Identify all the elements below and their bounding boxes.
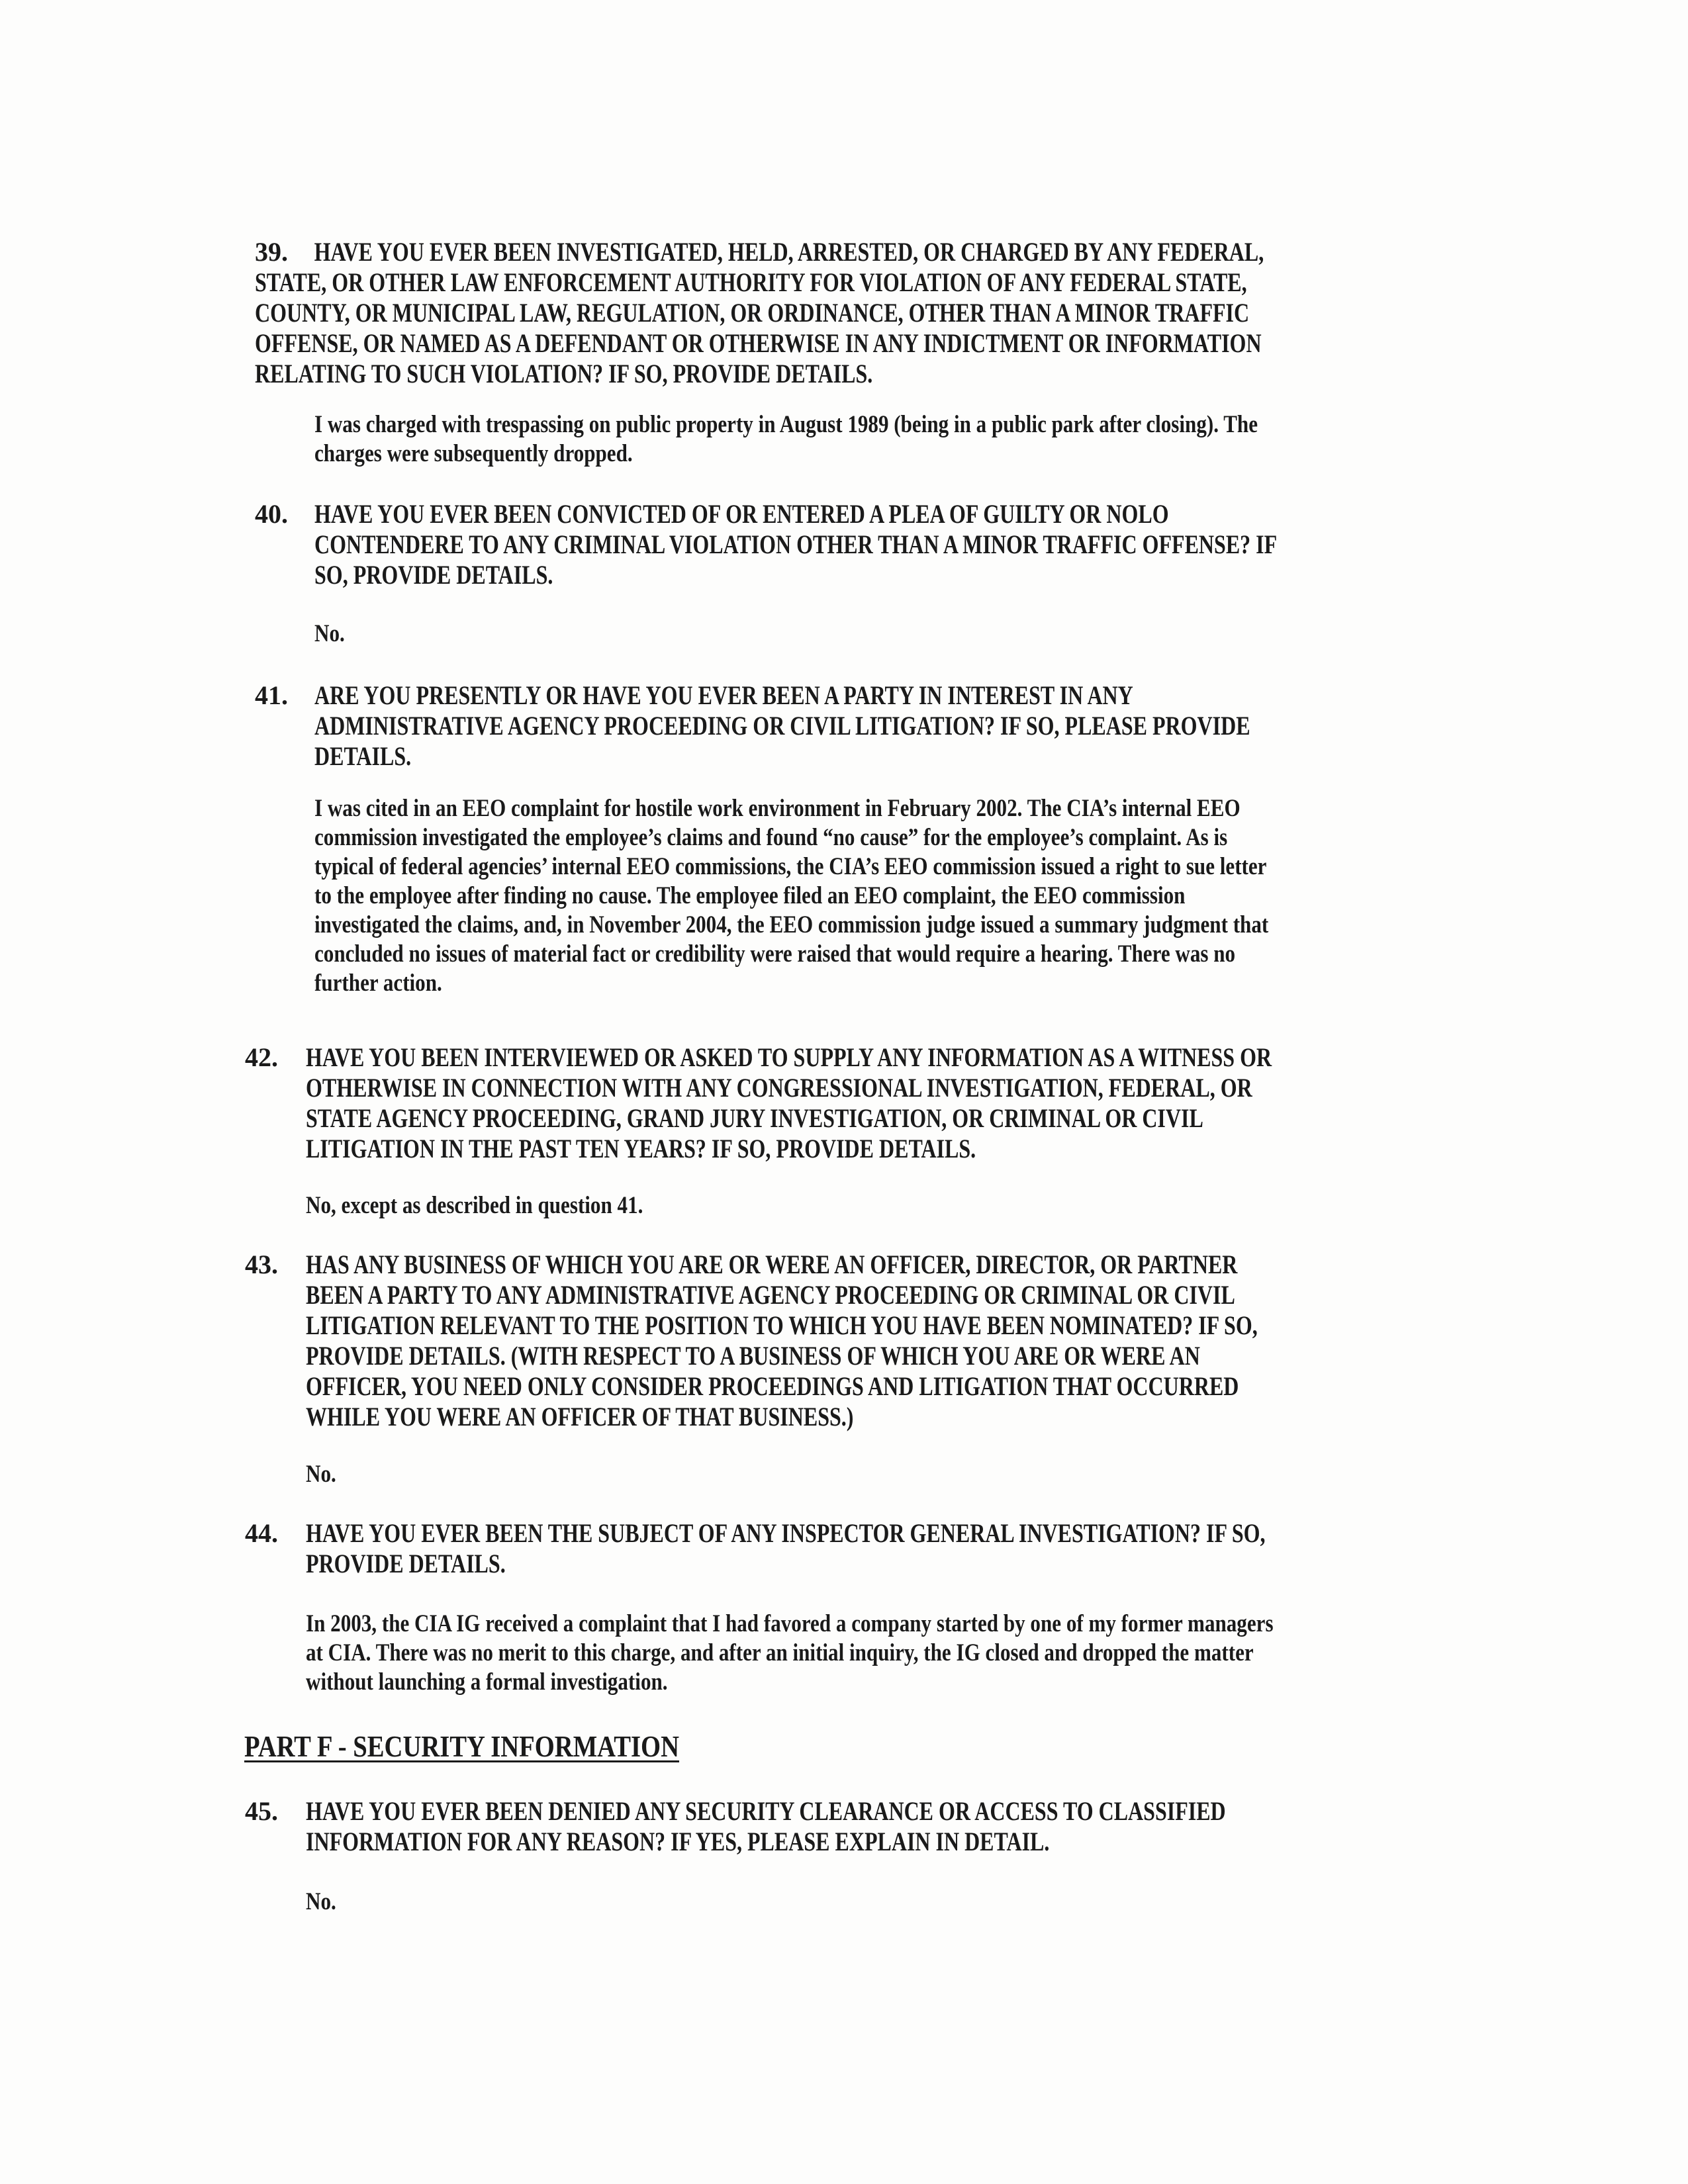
section-heading-part-f: PART F - SECURITY INFORMATION [244, 1729, 679, 1763]
answer-line: No. [306, 1461, 336, 1488]
answer-line: commission investigated the employee’s claims and found “no cause” for the employee’s complaint. As is [314, 824, 1228, 851]
question-line: STATE, OR OTHER LAW ENFORCEMENT AUTHORITY FOR VIOLATION OF ANY FEDERAL STATE, [255, 267, 1247, 297]
answer-line: to the employee after finding no cause. The employee filed an EEO complaint, the EEO commission [314, 882, 1186, 909]
question-number: 41. [255, 680, 288, 710]
answer-text [306, 1460, 342, 1489]
question-number: 45. [245, 1796, 278, 1826]
question-line: SO, PROVIDE DETAILS. [314, 560, 553, 590]
question-text [314, 680, 1484, 772]
question-line: OTHERWISE IN CONNECTION WITH ANY CONGRESSIONAL INVESTIGATION, FEDERAL, OR [306, 1073, 1252, 1103]
answer-line: further action. [314, 970, 442, 997]
answer-line: No. [306, 1888, 336, 1915]
question-line: RELATING TO SUCH VIOLATION? IF SO, PROVIDE DETAILS. [255, 359, 873, 388]
question-number: 44. [245, 1518, 278, 1548]
question-text [314, 499, 1518, 590]
question-line: HAVE YOU EVER BEEN CONVICTED OF OR ENTERED A PLEA OF GUILTY OR NOLO [314, 499, 1169, 529]
question-line: LITIGATION RELEVANT TO THE POSITION TO WHICH YOU HAVE BEEN NOMINATED? IF SO, [306, 1310, 1258, 1340]
question-line: ADMINISTRATIVE AGENCY PROCEEDING OR CIVIL LITIGATION? IF SO, PLEASE PROVIDE [314, 711, 1250, 741]
answer-line: concluded no issues of material fact or credibility were raised that would require a hearing. There was no [314, 940, 1236, 968]
question-text [306, 1518, 1505, 1579]
question-line: HAVE YOU EVER BEEN THE SUBJECT OF ANY INSPECTOR GENERAL INVESTIGATION? IF SO, [306, 1518, 1266, 1548]
question-text [306, 1042, 1513, 1164]
question-line: HAVE YOU EVER BEEN DENIED ANY SECURITY CLEARANCE OR ACCESS TO CLASSIFIED [306, 1796, 1226, 1826]
answer-line: charges were subsequently dropped. [314, 440, 633, 467]
question-number: 39. [255, 237, 288, 267]
answer-line: In 2003, the CIA IG received a complaint that I had favored a company started by one of my former managers [306, 1610, 1274, 1637]
answer-line: I was charged with trespassing on public property in August 1989 (being in a public park after closing). The [314, 411, 1258, 438]
answer-line: without launching a formal investigation. [306, 1668, 668, 1696]
answer-line: investigated the claims, and, in November 2004, the EEO commission judge issued a summary judgment that [314, 911, 1269, 938]
question-line: OFFICER, YOU NEED ONLY CONSIDER PROCEEDINGS AND LITIGATION THAT OCCURRED [306, 1371, 1239, 1401]
answer-text [314, 794, 1450, 998]
answer-text [306, 1610, 1458, 1697]
answer-line: I was cited in an EEO complaint for hostile work environment in February 2002. The CIA’s internal EEO [314, 795, 1241, 822]
question-number: 40. [255, 499, 288, 529]
question-line: LITIGATION IN THE PAST TEN YEARS? IF SO, PROVIDE DETAILS. [306, 1134, 976, 1163]
answer-line: No. [314, 620, 345, 647]
question-line: CONTENDERE TO ANY CRIMINAL VIOLATION OTHER THAN A MINOR TRAFFIC OFFENSE? IF [314, 529, 1278, 559]
question-line: DETAILS. [314, 741, 412, 771]
question-number: 43. [245, 1250, 278, 1279]
question-line: INFORMATION FOR ANY REASON? IF YES, PLEASE EXPLAIN IN DETAIL. [306, 1827, 1050, 1856]
question-line: STATE AGENCY PROCEEDING, GRAND JURY INVESTIGATION, OR CRIMINAL OR CIVIL [306, 1103, 1203, 1133]
answer-text [314, 619, 350, 649]
answer-text [314, 410, 1437, 469]
question-line: HAS ANY BUSINESS OF WHICH YOU ARE OR WERE AN OFFICER, DIRECTOR, OR PARTNER [306, 1250, 1238, 1279]
question-line: HAVE YOU EVER BEEN INVESTIGATED, HELD, ARRESTED, OR CHARGED BY ANY FEDERAL, [314, 237, 1264, 267]
question-line: OFFENSE, OR NAMED AS A DEFENDANT OR OTHERWISE IN ANY INDICTMENT OR INFORMATION [255, 328, 1262, 358]
answer-line: at CIA. There was no merit to this charge, and after an initial inquiry, the IG closed and dropped the matter [306, 1639, 1254, 1666]
question-text [306, 1250, 1495, 1432]
answer-text [306, 1191, 707, 1220]
question-line: BEEN A PARTY TO ANY ADMINISTRATIVE AGENCY PROCEEDING OR CRIMINAL OR CIVIL [306, 1280, 1235, 1310]
question-text [306, 1796, 1456, 1857]
question-number: 42. [245, 1042, 278, 1072]
question-text [255, 237, 1516, 389]
question-line: COUNTY, OR MUNICIPAL LAW, REGULATION, OR ORDINANCE, OTHER THAN A MINOR TRAFFIC [255, 298, 1250, 328]
question-line: ARE YOU PRESENTLY OR HAVE YOU EVER BEEN A PARTY IN INTEREST IN ANY [314, 680, 1133, 710]
answer-line: typical of federal agencies’ internal EEO commissions, the CIA’s EEO commission issued a right to sue letter [314, 853, 1267, 880]
answer-text [306, 1888, 342, 1917]
question-line: WHILE YOU WERE AN OFFICER OF THAT BUSINESS.) [306, 1402, 854, 1432]
question-line: HAVE YOU BEEN INTERVIEWED OR ASKED TO SUPPLY ANY INFORMATION AS A WITNESS OR [306, 1042, 1272, 1072]
answer-line: No, except as described in question 41. [306, 1192, 643, 1219]
question-line: PROVIDE DETAILS. (WITH RESPECT TO A BUSINESS OF WHICH YOU ARE OR WERE AN [306, 1341, 1200, 1371]
question-line: PROVIDE DETAILS. [306, 1549, 506, 1578]
